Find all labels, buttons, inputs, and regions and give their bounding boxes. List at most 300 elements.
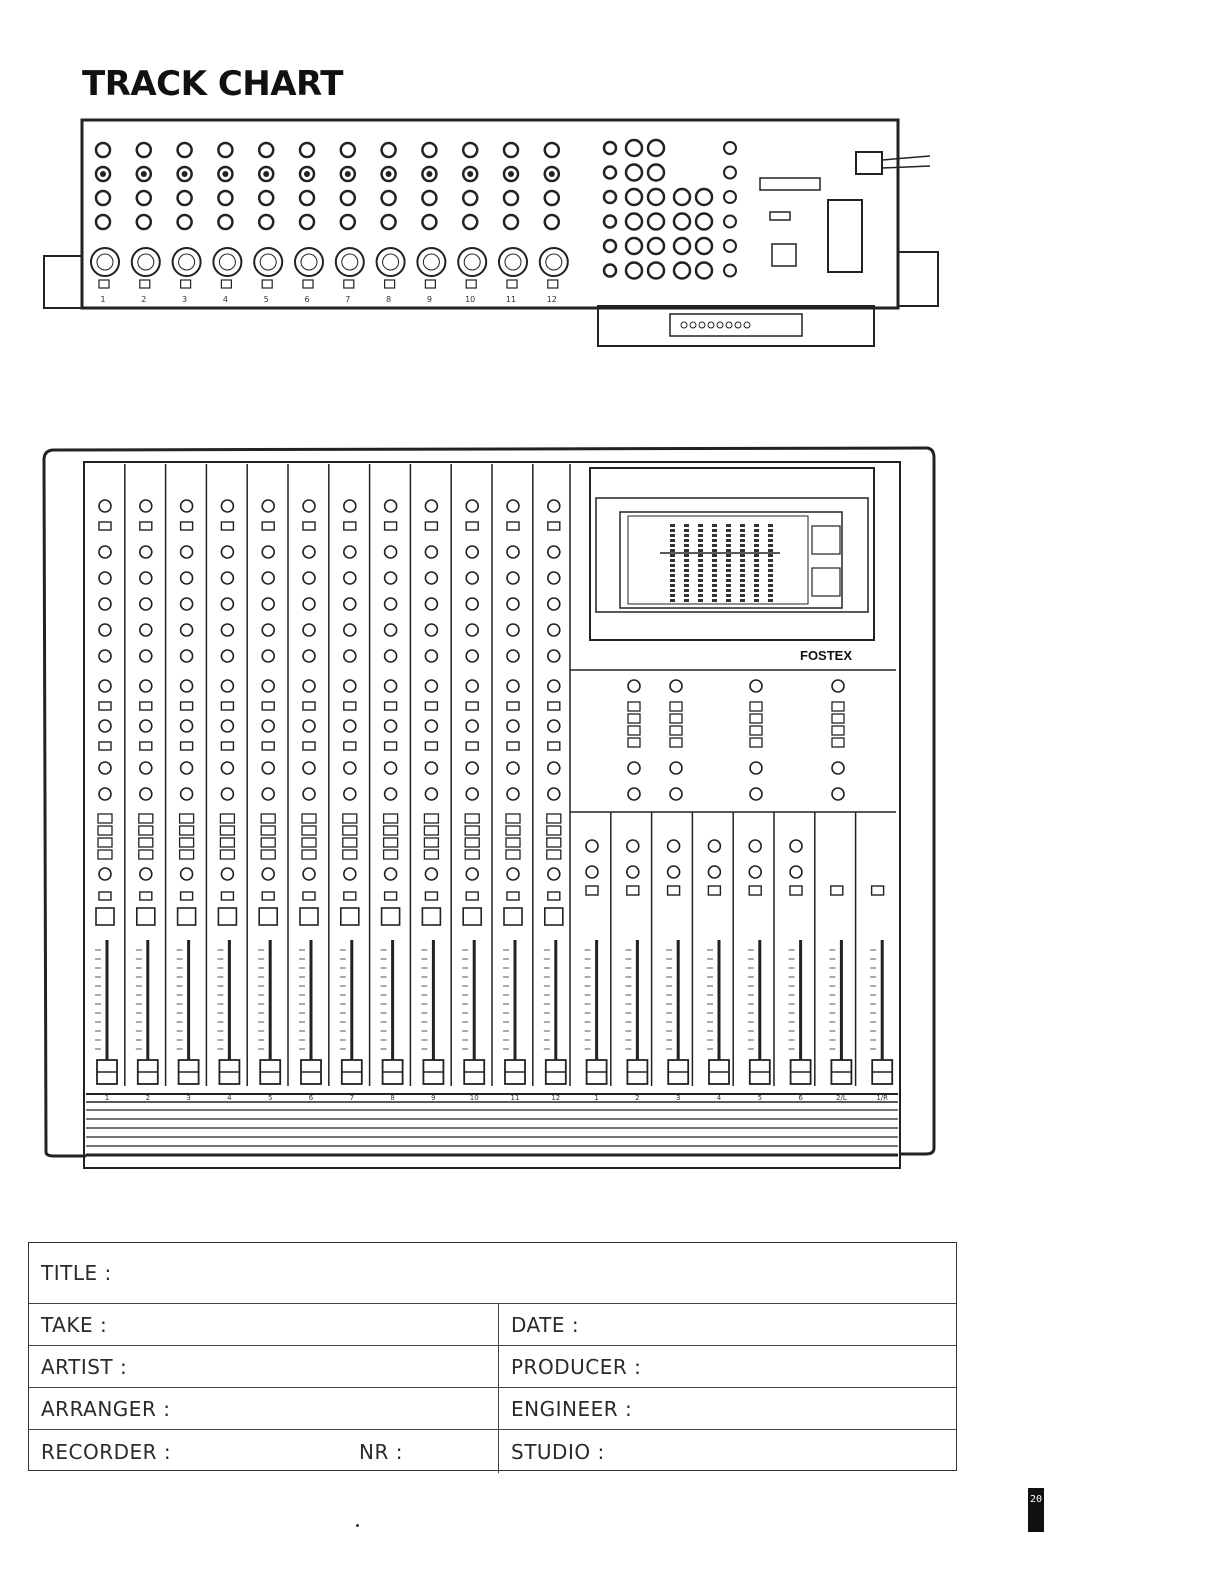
rotary-knob <box>344 546 356 558</box>
push-switch <box>466 742 478 750</box>
meter-segment <box>768 544 773 547</box>
assign-switch <box>506 850 520 859</box>
master-switch <box>628 738 640 747</box>
rca-jack <box>504 143 518 157</box>
push-switch <box>99 522 111 530</box>
rotary-knob <box>303 598 315 610</box>
meter-segment <box>712 554 717 557</box>
rotary-knob <box>466 720 478 732</box>
meter-segment <box>712 564 717 567</box>
rotary-knob <box>181 650 193 662</box>
assign-switch <box>465 838 479 847</box>
rca-jack <box>504 215 518 229</box>
push-switch <box>303 742 315 750</box>
push-switch <box>507 702 519 710</box>
meter-segment <box>698 559 703 562</box>
mute-button <box>300 908 318 925</box>
rotary-knob <box>425 598 437 610</box>
rotary-knob <box>425 762 437 774</box>
master-switch <box>832 702 844 711</box>
rotary-knob <box>385 572 397 584</box>
rca-jack <box>626 238 642 254</box>
push-switch <box>140 742 152 750</box>
rca-jack-center <box>263 171 269 177</box>
rear-channel-number: 3 <box>182 295 188 304</box>
rotary-knob <box>181 624 193 636</box>
assign-switch <box>98 826 112 835</box>
rotary-knob <box>303 500 315 512</box>
rca-jack-center <box>222 171 228 177</box>
rear-jack-array <box>91 140 750 328</box>
xlr-input-jack <box>254 248 282 276</box>
meter-segment <box>684 559 689 562</box>
rca-jack <box>300 143 314 157</box>
push-switch <box>548 892 560 900</box>
artist-field-label: ARTIST : <box>41 1355 128 1379</box>
rotary-knob <box>466 868 478 880</box>
fader-number-label: 2/L <box>836 1094 847 1102</box>
rotary-knob <box>548 624 560 636</box>
rotary-knob <box>628 762 640 774</box>
rca-jack <box>648 189 664 205</box>
meter-segment <box>754 594 759 597</box>
rotary-knob <box>262 762 274 774</box>
rca-jack <box>300 191 314 205</box>
xlr-input-jack <box>213 248 241 276</box>
meter-segment <box>726 574 731 577</box>
rotary-knob <box>425 680 437 692</box>
fader-number-label: 7 <box>349 1094 355 1102</box>
rotary-knob <box>221 624 233 636</box>
rca-jack <box>696 238 712 254</box>
meter-segment <box>768 534 773 537</box>
meter-segment <box>740 599 745 602</box>
meter-segment <box>684 544 689 547</box>
fader-number-label: 9 <box>431 1094 436 1102</box>
rotary-knob <box>832 680 844 692</box>
recorder-field-label: RECORDER : <box>41 1439 172 1464</box>
rotary-knob <box>668 840 680 852</box>
meter-segment <box>754 529 759 532</box>
assign-switch <box>261 838 275 847</box>
meter-segment <box>684 594 689 597</box>
rca-jack <box>259 143 273 157</box>
meter-segment <box>684 524 689 527</box>
fader-number-label: 3 <box>186 1094 191 1102</box>
fader-number-label: 4 <box>716 1094 722 1102</box>
meter-segment <box>768 579 773 582</box>
meter-segment <box>698 539 703 542</box>
push-switch <box>466 522 478 530</box>
rear-channel-number: 12 <box>546 295 557 304</box>
rotary-knob <box>140 546 152 558</box>
rca-jack <box>626 214 642 230</box>
push-switch <box>831 886 843 895</box>
pad-switch <box>466 280 476 288</box>
rca-jack <box>422 143 436 157</box>
push-switch <box>344 742 356 750</box>
studio-field-label: STUDIO : <box>511 1439 605 1464</box>
assign-switch <box>180 850 194 859</box>
assign-switch <box>547 814 561 823</box>
mute-button <box>545 908 563 925</box>
push-switch <box>221 522 233 530</box>
print-speck <box>356 1524 359 1527</box>
rca-jack <box>422 191 436 205</box>
meter-segment <box>712 589 717 592</box>
push-switch <box>708 886 720 895</box>
assign-switch <box>465 850 479 859</box>
rotary-knob <box>140 868 152 880</box>
meter-segment <box>726 584 731 587</box>
rotary-knob <box>586 840 598 852</box>
meter-segment <box>726 599 731 602</box>
rca-jack <box>626 263 642 279</box>
fader-number-label: 12 <box>551 1094 561 1102</box>
master-switch <box>750 714 762 723</box>
rear-channel-number: 5 <box>263 295 269 304</box>
rca-jack <box>300 215 314 229</box>
rotary-knob <box>466 546 478 558</box>
pad-switch <box>303 280 313 288</box>
push-switch <box>181 522 193 530</box>
rotary-knob <box>466 624 478 636</box>
push-switch <box>221 892 233 900</box>
pad-switch <box>548 280 558 288</box>
rca-jack <box>604 191 616 203</box>
meter-segment <box>698 599 703 602</box>
rear-channel-number: 10 <box>465 295 476 304</box>
master-switch <box>750 738 762 747</box>
pad-switch <box>425 280 435 288</box>
rotary-knob <box>99 680 111 692</box>
meter-segment <box>712 549 717 552</box>
rotary-knob <box>832 762 844 774</box>
xlr-input-jack-inner <box>301 254 317 270</box>
fader-number-labels <box>105 1094 888 1102</box>
assign-switch <box>506 814 520 823</box>
rotary-knob <box>507 500 519 512</box>
rca-jack <box>604 216 616 228</box>
rca-jack-center <box>141 171 147 177</box>
meter-segment <box>740 569 745 572</box>
meter-segment <box>670 554 675 557</box>
rotary-knob <box>99 500 111 512</box>
push-switch <box>344 892 356 900</box>
push-switch <box>548 742 560 750</box>
rotary-knob <box>385 788 397 800</box>
assign-switch <box>139 838 153 847</box>
pad-switch <box>99 280 109 288</box>
rotary-knob <box>303 650 315 662</box>
assign-switch <box>506 838 520 847</box>
assign-switch <box>261 814 275 823</box>
rotary-knob <box>344 624 356 636</box>
meter-segment <box>740 579 745 582</box>
meter-segment <box>698 524 703 527</box>
master-switch <box>670 714 682 723</box>
rotary-knob <box>140 650 152 662</box>
dip-switch <box>690 322 696 328</box>
meter-segment <box>726 549 731 552</box>
meter-segment <box>740 549 745 552</box>
rotary-knob <box>425 720 437 732</box>
rotary-knob <box>99 788 111 800</box>
rca-jack <box>218 143 232 157</box>
rca-jack-center <box>100 171 106 177</box>
push-switch <box>872 886 884 895</box>
push-switch <box>425 702 437 710</box>
rotary-knob <box>466 500 478 512</box>
rotary-knob <box>548 500 560 512</box>
rotary-knob <box>221 868 233 880</box>
meter-segment <box>768 529 773 532</box>
fader-number-label: 5 <box>267 1094 273 1102</box>
push-switch <box>303 522 315 530</box>
pad-switch <box>507 280 517 288</box>
rotary-knob <box>790 840 802 852</box>
push-switch <box>262 742 274 750</box>
mute-button <box>137 908 155 925</box>
meter-segment <box>768 589 773 592</box>
meter-segment <box>740 594 745 597</box>
rotary-knob <box>303 788 315 800</box>
rca-jack <box>604 240 616 252</box>
push-switch <box>749 886 761 895</box>
rotary-knob <box>181 598 193 610</box>
push-switch <box>181 892 193 900</box>
mute-button <box>463 908 481 925</box>
assign-switch <box>424 814 438 823</box>
meter-segment <box>670 524 675 527</box>
rotary-knob <box>181 720 193 732</box>
meter-segment <box>754 534 759 537</box>
rotary-knob <box>548 546 560 558</box>
pad-switch <box>181 280 191 288</box>
rotary-knob <box>221 572 233 584</box>
rca-jack <box>259 215 273 229</box>
mute-button <box>96 908 114 925</box>
assign-switch <box>220 826 234 835</box>
assign-switch <box>465 826 479 835</box>
rotary-knob <box>140 598 152 610</box>
rotary-knob <box>507 546 519 558</box>
meter-segment <box>740 559 745 562</box>
mute-button <box>259 908 277 925</box>
meter-segment <box>698 579 703 582</box>
fader-number-label: 1 <box>104 1094 110 1102</box>
meter-segment <box>726 579 731 582</box>
meter-segment <box>726 554 731 557</box>
rotary-knob <box>99 868 111 880</box>
meter-segment <box>740 534 745 537</box>
meter-segment <box>684 554 689 557</box>
push-switch <box>221 702 233 710</box>
assign-switch <box>424 850 438 859</box>
push-switch <box>507 742 519 750</box>
assign-switch <box>220 850 234 859</box>
rotary-knob <box>749 866 761 878</box>
xlr-input-jack <box>336 248 364 276</box>
assign-switch <box>139 826 153 835</box>
assign-switch <box>98 838 112 847</box>
rear-channel-number: 11 <box>505 295 517 304</box>
meter-segment <box>698 584 703 587</box>
rca-jack <box>604 265 616 277</box>
xlr-input-jack <box>91 248 119 276</box>
meter-segment <box>754 574 759 577</box>
fader-number-label: 2 <box>145 1094 151 1102</box>
meter-segment <box>684 534 689 537</box>
meter-segment <box>754 579 759 582</box>
rca-jack <box>674 263 690 279</box>
meter-segment <box>698 549 703 552</box>
meter-segment <box>684 589 689 592</box>
xlr-input-jack-inner <box>138 254 154 270</box>
push-switch <box>221 742 233 750</box>
rca-jack <box>259 191 273 205</box>
meter-segment <box>726 529 731 532</box>
rotary-knob <box>303 868 315 880</box>
rca-jack <box>648 165 664 181</box>
push-switch <box>425 742 437 750</box>
assign-switch <box>302 850 316 859</box>
track-info-form <box>28 1242 957 1471</box>
rotary-knob <box>750 788 762 800</box>
xlr-input-jack-inner <box>423 254 439 270</box>
assign-switch <box>547 838 561 847</box>
rca-jack <box>137 143 151 157</box>
meter-segment <box>726 589 731 592</box>
meter-segment <box>698 594 703 597</box>
rca-jack <box>724 142 736 154</box>
assign-switch <box>261 850 275 859</box>
rotary-knob <box>466 680 478 692</box>
rotary-knob <box>181 868 193 880</box>
push-switch <box>99 702 111 710</box>
rotary-knob <box>548 598 560 610</box>
rca-jack <box>422 215 436 229</box>
rear-channel-number: 9 <box>426 295 432 304</box>
push-switch <box>466 702 478 710</box>
assign-switch <box>424 838 438 847</box>
meter-segment <box>754 544 759 547</box>
mute-button <box>422 908 440 925</box>
rotary-knob <box>425 650 437 662</box>
meter-segment <box>740 564 745 567</box>
fader-number-label: 6 <box>308 1094 314 1102</box>
push-switch <box>385 742 397 750</box>
rotary-knob <box>262 788 274 800</box>
rotary-knob <box>425 624 437 636</box>
rotary-knob <box>627 866 639 878</box>
push-switch <box>344 522 356 530</box>
rotary-knob <box>140 500 152 512</box>
push-switch <box>466 892 478 900</box>
meter-segment <box>712 524 717 527</box>
xlr-input-jack-inner <box>464 254 480 270</box>
take-field-label: TAKE : <box>41 1313 108 1337</box>
meter-segment <box>684 564 689 567</box>
rotary-knob <box>385 598 397 610</box>
rca-jack <box>626 140 642 156</box>
meter-segment <box>712 599 717 602</box>
fader-number-label: 5 <box>757 1094 763 1102</box>
rotary-knob <box>140 762 152 774</box>
rotary-knob <box>181 762 193 774</box>
rotary-knob <box>262 572 274 584</box>
meter-segment <box>698 564 703 567</box>
rotary-knob <box>181 680 193 692</box>
rotary-knob <box>507 680 519 692</box>
push-switch <box>385 702 397 710</box>
meter-segment <box>670 594 675 597</box>
assign-switch <box>506 826 520 835</box>
meter-segment <box>754 539 759 542</box>
rotary-knob <box>425 546 437 558</box>
rca-jack <box>96 191 110 205</box>
rotary-knob <box>221 720 233 732</box>
rca-jack <box>674 238 690 254</box>
assign-switch <box>343 850 357 859</box>
meter-segment <box>670 534 675 537</box>
assign-switch <box>547 850 561 859</box>
rca-jack <box>382 143 396 157</box>
rca-jack <box>626 165 642 181</box>
assign-switch <box>384 850 398 859</box>
rca-jack <box>178 143 192 157</box>
assign-switch <box>220 838 234 847</box>
rotary-knob <box>140 788 152 800</box>
rotary-knob <box>548 788 560 800</box>
form-row-arranger-engineer <box>29 1387 956 1430</box>
rca-jack <box>382 191 396 205</box>
rotary-knob <box>750 762 762 774</box>
dip-switch <box>708 322 714 328</box>
master-section <box>586 680 884 1086</box>
meter-segment <box>684 574 689 577</box>
meter-segment <box>726 569 731 572</box>
meter-segment <box>740 589 745 592</box>
rotary-knob <box>385 762 397 774</box>
rotary-knob <box>344 650 356 662</box>
fader-number-label: 8 <box>390 1094 395 1102</box>
dip-switch <box>699 322 705 328</box>
meter-segment <box>698 534 703 537</box>
meter-segment <box>684 569 689 572</box>
meter-segment <box>684 549 689 552</box>
rca-jack <box>696 214 712 230</box>
fader-number-label: 2 <box>635 1094 640 1102</box>
rotary-knob <box>181 546 193 558</box>
rotary-knob <box>262 650 274 662</box>
assign-switch <box>302 838 316 847</box>
meter-segment <box>740 524 745 527</box>
arranger-field-label: ARRANGER : <box>41 1397 171 1421</box>
meter-segment <box>768 559 773 562</box>
meter-segment <box>698 554 703 557</box>
rotary-knob <box>221 788 233 800</box>
assign-switch <box>343 838 357 847</box>
rotary-knob <box>99 762 111 774</box>
rca-jack <box>724 216 736 228</box>
rca-jack <box>341 191 355 205</box>
push-switch <box>668 886 680 895</box>
rotary-knob <box>303 680 315 692</box>
rotary-knob <box>262 546 274 558</box>
meter-segment <box>670 539 675 542</box>
pad-switch <box>385 280 395 288</box>
